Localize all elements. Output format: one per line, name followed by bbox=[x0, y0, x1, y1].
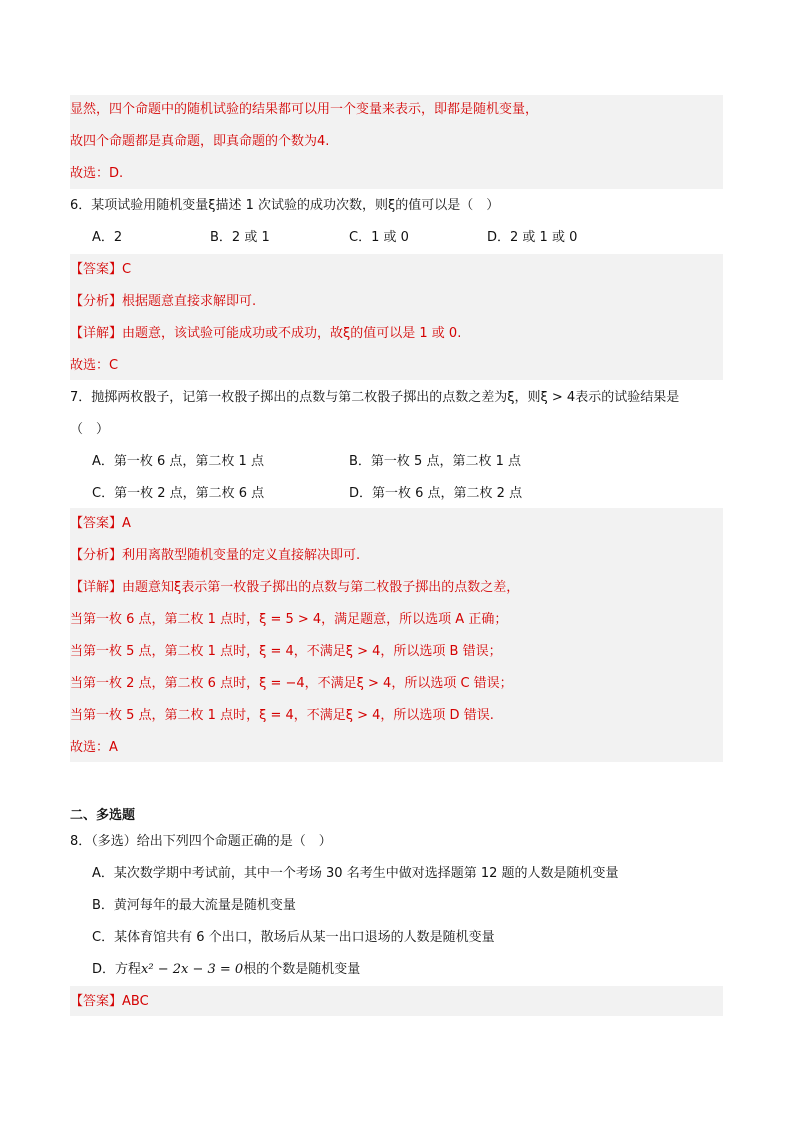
q6-choose: 故选：C bbox=[70, 358, 119, 373]
q6-option-b: B．2 或 1 bbox=[210, 230, 270, 245]
prev-line-2: 故四个命题都是真命题，即真命题的个数为4. bbox=[70, 134, 330, 149]
section-title-multiple-choice: 二、多选题 bbox=[70, 808, 136, 823]
q6-option-d: D．2 或 1 或 0 bbox=[487, 230, 578, 245]
prev-line-1: 显然，四个命题中的随机试验的结果都可以用一个变量来表示，即都是随机变量， bbox=[70, 102, 539, 117]
q8-option-d-equation: x² − 2x − 3 = 0 bbox=[141, 962, 244, 977]
q6-detail: 【详解】由题意，该试验可能成功或不成功，故ξ的值可以是 1 或 0. bbox=[70, 326, 462, 341]
q7-answer: 【答案】A bbox=[70, 516, 131, 531]
q7-detail-2: 当第一枚 6 点，第二枚 1 点时，ξ = 5 > 4，满足题意，所以选项 A 正确； bbox=[70, 612, 508, 627]
q8-option-a: A．某次数学期中考试前，其中一个考场 30 名考生中做对选择题第 12 题的人数是随机变量 bbox=[92, 866, 619, 881]
q8-option-d-prefix: D．方程 bbox=[92, 962, 142, 977]
q7-option-d: D．第一枚 6 点，第二枚 2 点 bbox=[349, 486, 523, 501]
q7-option-b: B．第一枚 5 点，第二枚 1 点 bbox=[349, 454, 521, 469]
q8-stem: 8．（多选）给出下列四个命题正确的是（ ） bbox=[70, 834, 332, 849]
q8-option-d-suffix: 根的个数是随机变量 bbox=[243, 962, 361, 977]
q6-answer: 【答案】C bbox=[70, 262, 132, 277]
q8-answer: 【答案】ABC bbox=[70, 994, 149, 1009]
answer-block-q6 bbox=[70, 254, 723, 380]
q7-analysis: 【分析】利用离散型随机变量的定义直接解决即可. bbox=[70, 548, 361, 563]
q7-choose: 故选：A bbox=[70, 740, 118, 755]
q7-stem-line2: （ ） bbox=[70, 422, 110, 437]
q7-detail-3: 当第一枚 5 点，第二枚 1 点时，ξ = 4，不满足ξ > 4，所以选项 B 错误； bbox=[70, 644, 502, 659]
q7-option-c: C．第一枚 2 点，第二枚 6 点 bbox=[92, 486, 265, 501]
q7-detail-4: 当第一枚 2 点，第二枚 6 点时，ξ = −4，不满足ξ > 4，所以选项 C 错误； bbox=[70, 676, 513, 691]
q6-analysis: 【分析】根据题意直接求解即可. bbox=[70, 294, 257, 309]
answer-block-q8 bbox=[70, 986, 723, 1016]
q8-option-b: B．黄河每年的最大流量是随机变量 bbox=[92, 898, 296, 913]
q7-stem-line1: 7．抛掷两枚骰子，记第一枚骰子掷出的点数与第二枚骰子掷出的点数之差为ξ，则ξ > 4表示的试验结果是 bbox=[70, 390, 680, 405]
q6-option-c: C．1 或 0 bbox=[349, 230, 409, 245]
q6-option-a: A．2 bbox=[92, 230, 123, 245]
q7-detail-5: 当第一枚 5 点，第二枚 1 点时，ξ = 4，不满足ξ > 4，所以选项 D 错误. bbox=[70, 708, 494, 723]
q8-option-d bbox=[92, 960, 360, 980]
q8-option-c: C．某体育馆共有 6 个出口，散场后从某一出口退场的人数是随机变量 bbox=[92, 930, 495, 945]
q6-stem: 6．某项试验用随机变量ξ描述 1 次试验的成功次数，则ξ的值可以是（ ） bbox=[70, 198, 500, 213]
prev-line-3: 故选：D. bbox=[70, 166, 124, 181]
q7-option-a: A．第一枚 6 点，第二枚 1 点 bbox=[92, 454, 264, 469]
q7-detail-1: 【详解】由题意知ξ表示第一枚骰子掷出的点数与第二枚骰子掷出的点数之差， bbox=[70, 580, 520, 595]
